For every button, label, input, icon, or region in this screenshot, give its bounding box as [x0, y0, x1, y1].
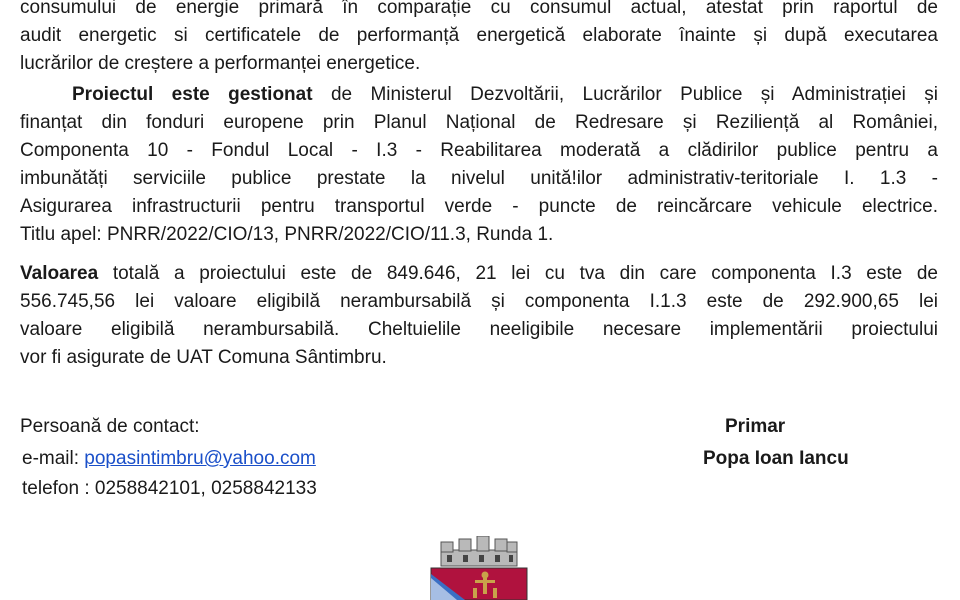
- para2-line-4: imbunătăți serviciile publice prestate la nivelul unită!ilor administrativ-teritoriale I. 1.3 -: [20, 168, 938, 189]
- para3-line-2: 556.745,56 lei valoare eligibilă nerambursabilă și componenta I.1.3 este de 292.900,65 lei: [20, 291, 938, 312]
- para1-line-1: consumului de energie primară în comparație cu consumul actual, atestat prin raportul de: [20, 0, 938, 18]
- para1-line-2: audit energetic si certificatele de performanță energetică elaborate înainte și după executarea: [20, 25, 938, 46]
- para2-line-1-rest: de Ministerul Dezvoltării, Lucrărilor Publice și Administrației și: [312, 84, 938, 105]
- para2-line-6: Titlu apel: PNRR/2022/CIO/13, PNRR/2022/CIO/11.3, Runda 1.: [20, 224, 554, 245]
- para3-line-3: valoare eligibilă nerambursabilă. Cheltuielile neeligibile necesare implementării proiectului: [20, 319, 938, 340]
- para2-line-1: [72, 81, 938, 109]
- contact-phone: telefon : 0258842101, 0258842133: [22, 478, 317, 499]
- signature-title: Primar: [725, 416, 786, 437]
- para2-line-3: Componenta 10 - Fondul Local - I.3 - Reabilitarea moderată a clădirilor publice pentru a: [20, 140, 938, 161]
- para3-line-1-rest: totală a proiectului este de 849.646, 21 lei cu tva din care componenta I.3 este de: [98, 263, 938, 284]
- para3-bold-lead: Valoarea: [20, 263, 99, 284]
- para1-line-3: lucrărilor de creștere a performanței energetice.: [20, 53, 421, 74]
- para3-line-4: vor fi asigurate de UAT Comuna Sântimbru.: [20, 347, 387, 368]
- email-label: e-mail:: [22, 448, 85, 469]
- para3-line-1: [20, 260, 938, 288]
- contact-email-line: [22, 445, 316, 473]
- contact-label: Persoană de contact:: [20, 416, 200, 437]
- para2-line-2: finanțat din fonduri europene prin Planul Național de Redresare și Reziliență al României,: [20, 112, 938, 133]
- email-link[interactable]: popasintimbru@yahoo.com: [84, 448, 316, 469]
- coat-of-arms-icon: [425, 536, 533, 600]
- para2-line-5: Asigurarea infrastructurii pentru transportul verde - puncte de reincărcare vehicule electrice.: [20, 196, 938, 217]
- signature-name: Popa Ioan Iancu: [703, 448, 849, 469]
- para2-bold-lead: Proiectul este gestionat: [72, 84, 313, 105]
